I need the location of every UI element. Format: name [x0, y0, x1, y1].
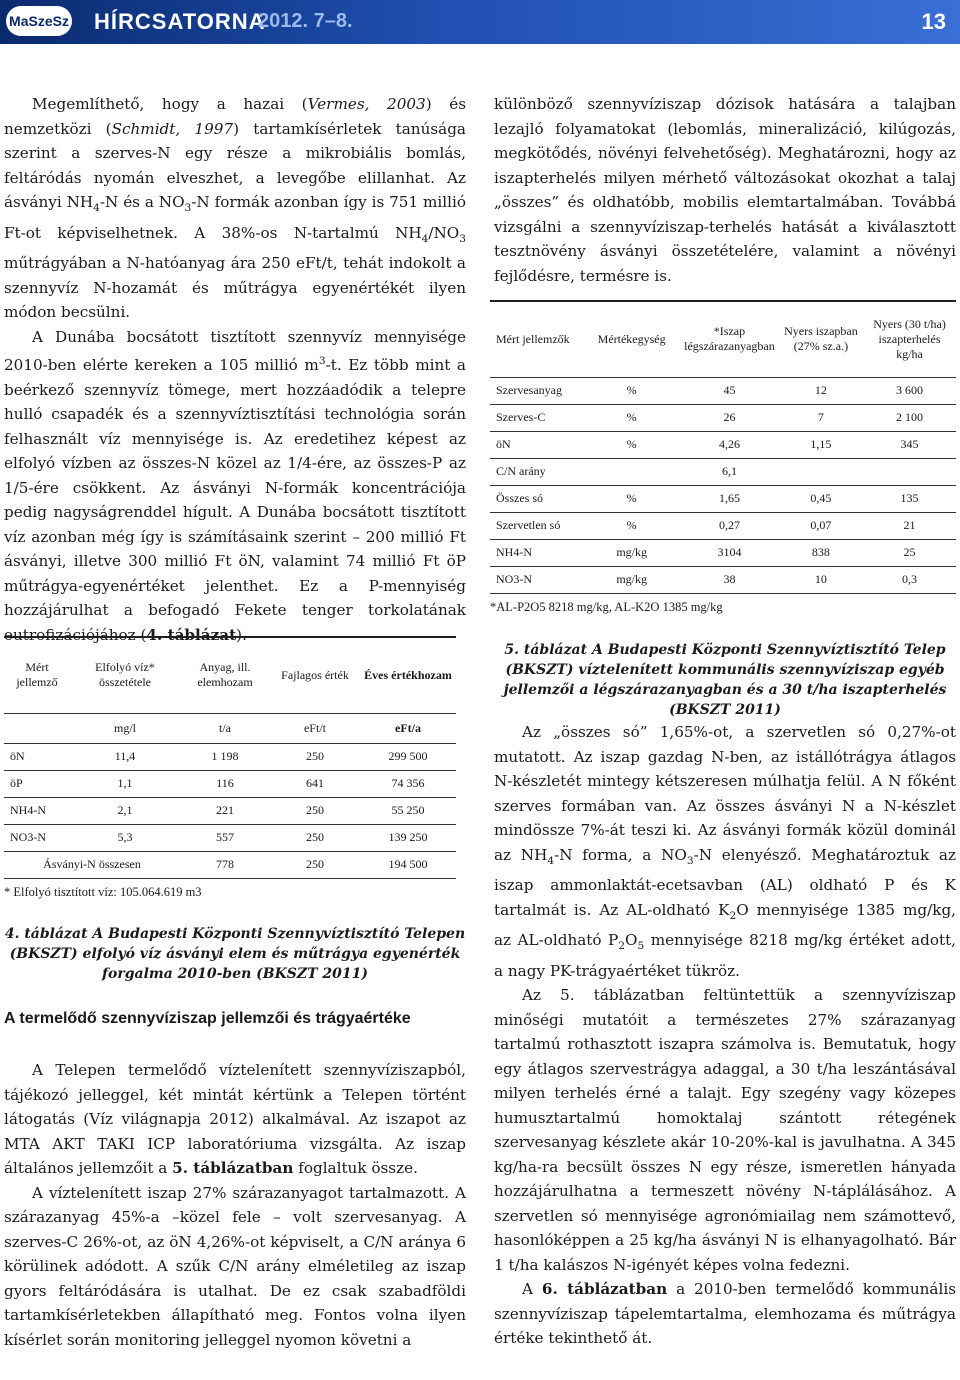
table-row: NH4-N 2,1 221 250 55 250 [4, 797, 456, 824]
table-units-row: mg/l t/a eFt/t eFt/a [4, 713, 456, 743]
paragraph: A víztelenített iszap 27% szárazanyagot tartalmazott. A szárazanyag 45%-a –közel fele – volt szervesanyag. A szerves-C 26%-ot, az öN 4,26%-ot képviselt, a C/N aránya 6 körülinek adódott. A szűk C/N arány elméletileg az iszap gyors feltáródására is utalhat. De ez csak szabadföldi tartamkísérletekben állapítható meg. Fontos volna ilyen kísérlet során monitoring jelleggel nyomon követni a [4, 1183, 466, 1349]
table-header-cell: Nyers (30 t/ha) iszapterhelés kg/ha [863, 301, 956, 377]
table-row: NO3-N 5,3 557 250 139 250 [4, 824, 456, 851]
table-note: * Elfolyó tisztított víz: 105.064.619 m3 [4, 884, 202, 899]
table-row: Szervetlen só % 0,27 0,07 21 [490, 512, 956, 539]
table-5-caption: 5. táblázat A Budapesti Központi Szennyvíztisztító Telep (BKSZT) víztelenített kommunális szennyvíziszap egyéb jellemzői a légszárazanyagban és a 30 t/ha iszapterhelés (BKSZT 2011) [503, 642, 947, 718]
table-header-cell: Nyers iszapban (27% sz.a.) [779, 301, 863, 377]
table-header-cell: Anyag, ill. elemhozam [180, 637, 270, 713]
left-column-text-lower [4, 1058, 466, 1352]
table-row: öN % 4,26 1,15 345 [490, 431, 956, 458]
page-number: 13 [921, 9, 946, 34]
table-row: Összes só % 1,65 0,45 135 [490, 485, 956, 512]
table-header-cell: Mért jellemző [4, 637, 70, 713]
table-header-cell: Elfolyó víz* összetétele [70, 637, 180, 713]
paragraph: különböző szennyvíziszap dózisok hatására a talajban lezajló folyamatokat (lebomlás, mineralizáció, kilúgozás, megkötődés, növényi felvehetőség). Meghatározni, hogy az iszapterhelés milyen mérhető változásokat okozhat a talaj „összes” és oldhatóbb, mobilis elemtartalmában. Továbbá vizsgálni a szennyvíziszap-terhelés hatását a kiválasztott tesztnövény ásványi összetételére, valamint a növényi fejlődésre, termésre is. [494, 95, 956, 285]
paragraph: A 6. táblázatban a 2010-ben termelődő kommunális szennyvíziszap tápelemtartalma, elemhozama és műtrágya értéke tekinthető át. [494, 1280, 956, 1348]
table-note: *AL-P2O5 8218 mg/kg, AL-K2O 1385 mg/kg [490, 599, 723, 614]
table-5 [490, 300, 956, 615]
paragraph: Megemlíthető, hogy a hazai (Vermes, 2003) és nemzetközi (Schmidt, 1997) tartamkísérletek tanúsága szerint a szerves-N egy része a mikrobiális bomlás, feltáródás nyomán elveszhet, a levegőbe elillanhat. Az ásványi $NH_4-N$ és a $NO_3-N$ formák azonban így is 751 millió Ft-ot képviselhetnek. A 38%-os N-tartalmú $NH_4/NO_3$ műtrágyában a N-hatóanyag ára 250 eFt/t, tehát indokolt a szennyvíz N-hozamát és műtrágya egyenértékét ilyen módon becsülni. [4, 95, 466, 322]
table-header-cell: *Iszap légszárazanyagban [680, 301, 779, 377]
header-bar [0, 0, 960, 44]
table-header-row [490, 301, 956, 377]
right-column-text-lower [494, 720, 956, 1351]
logo [6, 6, 72, 36]
logo-text: MaSzeSz [9, 13, 69, 29]
paragraph: A Telepen termelődő víztelenített szennyvíziszapból, tájékozó jelleggel, két mintát kértünk a Telepen történt látogatás (Víz világnapja 2012) alkalmával. Az iszapot az MTA AKT TAKI ICP laboratóriuma vizsgálta. Az iszap általános jellemzőit a 5. táblázatban foglaltuk össze. [4, 1061, 466, 1177]
table-row: NO3-N mg/kg 38 10 0,3 [490, 566, 956, 593]
table-row: NH4-N mg/kg 3104 838 25 [490, 539, 956, 566]
table-4 [4, 636, 456, 900]
paragraph: A Dunába bocsátott tisztított szennyvíz mennyisége 2010-ben elérte kereken a 105 millió $m^3-t$. Ez több mint a beérkező szennyvíz tömege, mert hozzáadódik a telepre hulló csapadék és a szennyvíztisztítási technológia során felhasznált víz mennyisége is. Az eredetihez képest az elfolyó vízben az összes-N közel az 1/4-ére, az összes-P az 1/5-ére csökkent. Az ásványi N-formák koncentrációja pedig nagyságrenddel hígult. A Dunába bocsátott tisztított víz azonban még így is számításaink szerint – 200 millió Ft ásványi, illetve 300 millió Ft öN, valamint 74 millió Ft öP műtrágya-egyenértéket jelenthet. Ez a P-mennyiség hozzájárulhat a befogadó Fekete tenger torkolatának eutrofizációjához (4. táblázat). [4, 327, 466, 644]
table-header-cell: Éves értékhozam [360, 637, 456, 713]
table-header-cell: Mértékegység [583, 301, 680, 377]
paragraph: Az „összes só” 1,65%-ot, a szervetlen só 0,27%-ot mutatott. Az iszap gazdag N-ben, az istállótrágya átlagos N-készletét mintegy kétszeresen múlhatja felül. A N főként szerves formában van. Az összes ásványi N a N-készlet mindössze 7%-át teszi ki. Az ásványi formák közül dominál az $NH_4-N$ forma, a $NO_3-N$ elenyésző. Meghatároztuk az iszap ammonlaktát-ecetsavban (AL) oldható P és K tartalmát is. Az AL-oldható $K_2O$ mennyisége 1385 mg/kg, az AL-oldható $P_2O_5$ mennyisége 8218 mg/kg értéket adott, a nagy PK-trágyaértéket tükröz. [494, 723, 956, 980]
table-row: C/N arány 6,1 [490, 458, 956, 485]
table-header-cell: Mért jellemzők [490, 301, 583, 377]
table-total-row: Ásványi-N összesen 778 250 194 500 [4, 851, 456, 878]
header-title: HÍRCSATORNA [94, 9, 266, 34]
right-column-text [494, 92, 956, 288]
paragraph: Az 5. táblázatban feltüntettük a szennyvíziszap minőségi mutatóit a természetes 27% szárazanyag tartalmú rothasztott iszapra számolva is. Bemutatuk, hogy egy átlagos szervestrágya adaggal, a 30 t/ha leszántásával milyen terhelés érné a talajt. Egy szegény vagy közepes humusztartalmú homoktalaj szántott rétegének szervesanyag készlete akár 10-20%-kal is javulhatna. A 345 kg/ha-ra becsült összes N egy része, ismeretlen hányada hozzájárulhatna a termeszett növény N-táplálásához. A szervetlen só mennyisége agronómiailag nem számottevő, hasonlóképpen a 25 kg/ha ásványi N is elhanyagolható. Bár 1 t/ha kalászos N-igényét képes volna fedezni. [494, 986, 956, 1274]
header-date: 2012. 7–8. [258, 10, 353, 32]
table-5-grid [490, 300, 956, 594]
table-header-row [4, 637, 456, 713]
table-row: Szerves-C % 26 7 2 100 [490, 404, 956, 431]
table-row: öN 11,4 1 198 250 299 500 [4, 743, 456, 770]
table-row: Szervesanyag % 45 12 3 600 [490, 377, 956, 404]
table-4-grid [4, 636, 456, 879]
table-header-cell: Fajlagos érték [270, 637, 360, 713]
table-4-caption: 4. táblázat A Budapesti Központi Szennyvíztisztító Telepen (BKSZT) elfolyó víz ásványi elem és műtrágya egyenérték forgalma 2010-ben (BKSZT 2011) [4, 926, 466, 982]
section-heading: A termelődő szennyvíziszap jellemzői és trágyaértéke [4, 1010, 411, 1027]
table-row: öP 1,1 116 641 74 356 [4, 770, 456, 797]
left-column-text [4, 92, 466, 647]
